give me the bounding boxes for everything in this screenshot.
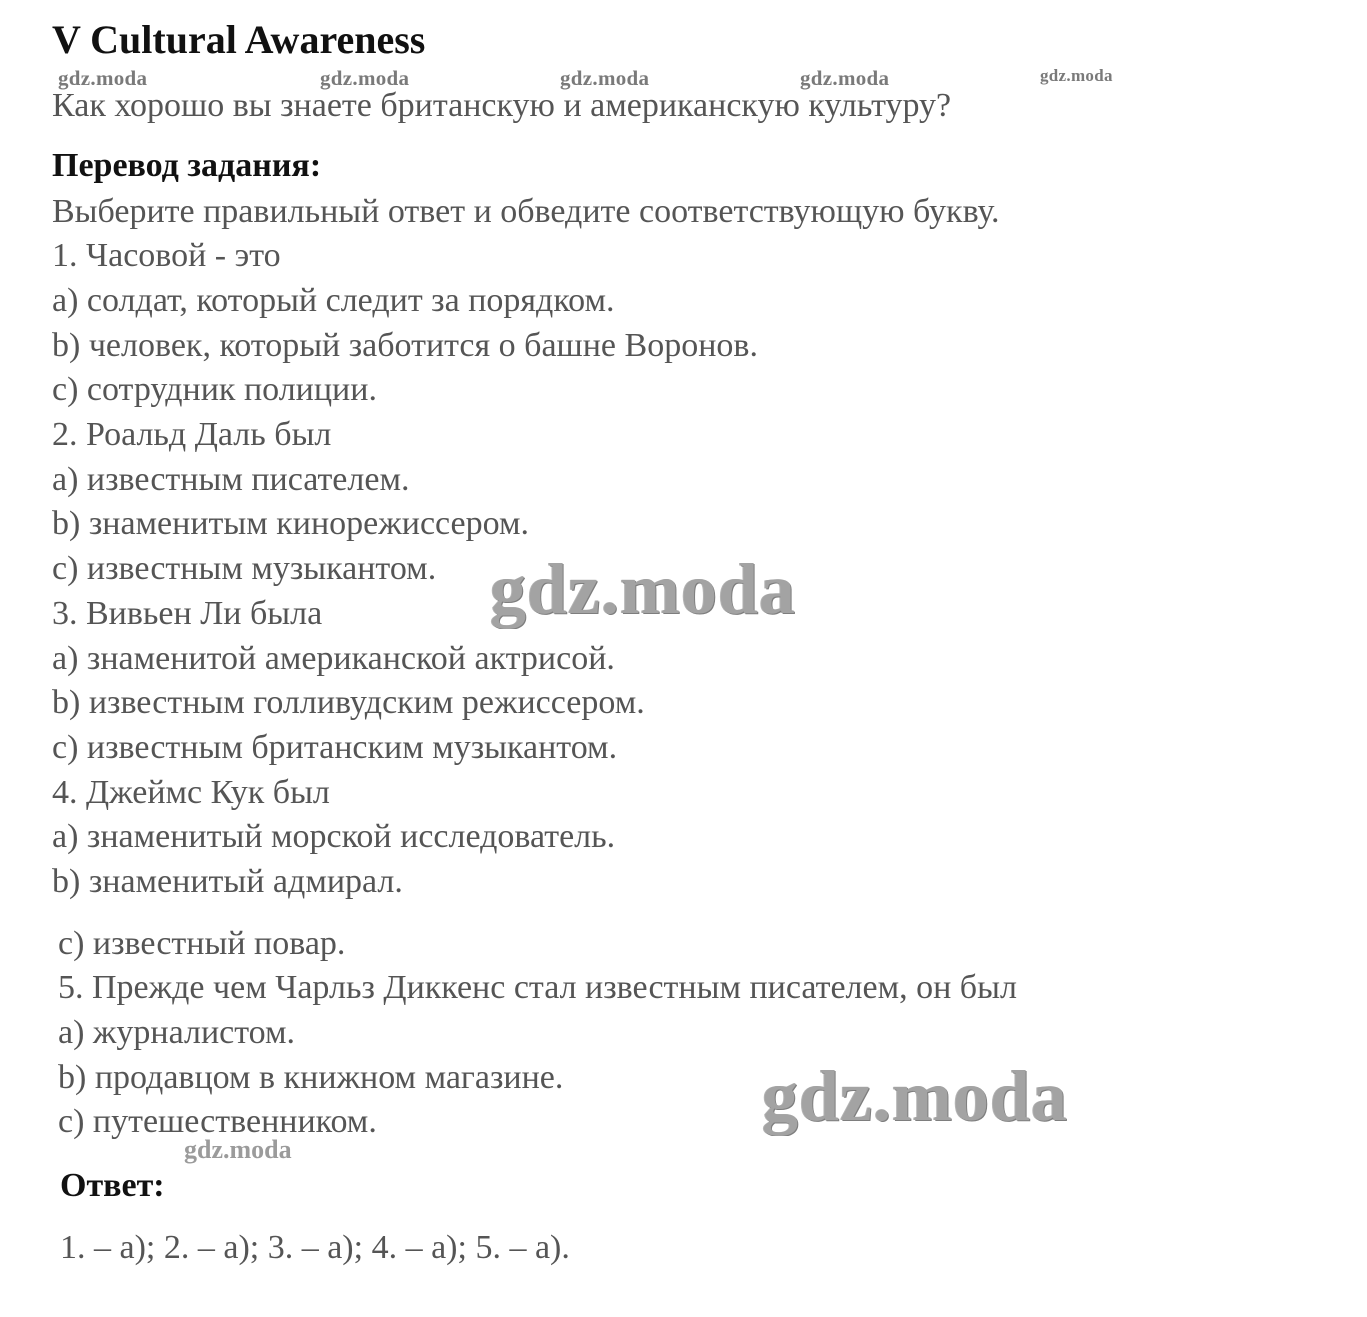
watermark-text: gdz.moda — [490, 549, 797, 629]
answer-option: c) путешественником. — [58, 1103, 377, 1140]
answer-option: b) человек, который заботится о башне Воронов. — [52, 327, 758, 364]
watermark-text: gdz.moda — [58, 66, 148, 90]
watermark-text: gdz.moda — [762, 1056, 1069, 1136]
question-text: 1. Часовой - это — [52, 237, 281, 274]
answer-option: b) известным голливудским режиссером. — [52, 684, 645, 721]
answer-option: b) знаменитый адмирал. — [52, 863, 403, 900]
watermark-text: gdz.moda — [560, 66, 650, 90]
answer-option: b) знаменитым кинорежиссером. — [52, 505, 529, 542]
answer-option: a) солдат, который следит за порядком. — [52, 282, 615, 319]
watermark-text: gdz.moda — [1040, 66, 1113, 85]
answer-option: c) известный повар. — [58, 925, 346, 962]
watermark-text: gdz.moda — [184, 1135, 292, 1164]
question-text: 2. Роальд Даль был — [52, 416, 332, 453]
answer-option: a) журналистом. — [58, 1014, 296, 1051]
answer-heading: Ответ: — [60, 1167, 165, 1204]
answer-option: c) известным британским музыкантом. — [52, 729, 618, 766]
question-text: 5. Прежде чем Чарльз Диккенс стал известным писателем, он был — [58, 969, 1017, 1006]
instruction-text: Выберите правильный ответ и обведите соответствующую букву. — [52, 193, 1000, 230]
answer-option: a) знаменитой американской актрисой. — [52, 640, 615, 677]
answer-option: a) знаменитый морской исследователь. — [52, 818, 616, 855]
answer-text: 1. – a); 2. – a); 3. – a); 4. – a); 5. – a). — [60, 1229, 570, 1266]
question-text: 4. Джеймс Кук был — [52, 774, 330, 811]
answer-option: c) сотрудник полиции. — [52, 371, 377, 408]
answer-option: a) известным писателем. — [52, 461, 410, 498]
answer-option: c) известным музыкантом. — [52, 550, 437, 587]
watermark-text: gdz.moda — [320, 66, 410, 90]
page-title: V Cultural Awareness — [52, 17, 426, 62]
translation-heading: Перевод задания: — [52, 147, 322, 184]
answer-option: b) продавцом в книжном магазине. — [58, 1059, 564, 1096]
question-text: 3. Вивьен Ли была — [52, 595, 323, 632]
watermark-text: gdz.moda — [800, 66, 890, 90]
subtitle: Как хорошо вы знаете британскую и американскую культуру? — [52, 87, 952, 124]
